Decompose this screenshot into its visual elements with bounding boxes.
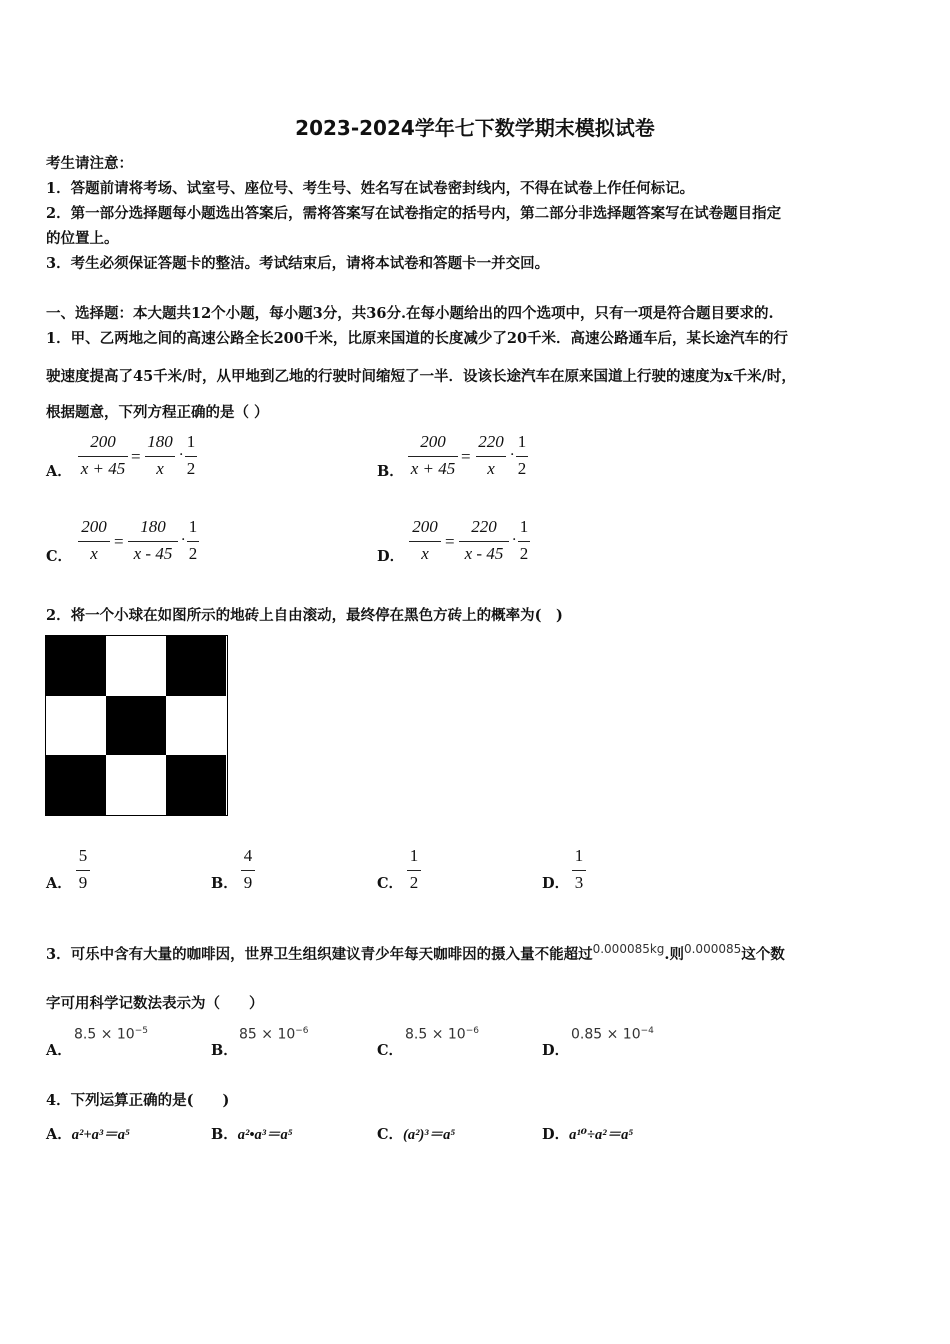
q1-c-dot: · bbox=[181, 532, 186, 548]
q1-text-line-1: 1．甲、乙两地之间的高速公路全长200千米，比原来国道的长度减少了20千米．高速公路通车后，某长途汽车的行 bbox=[46, 330, 789, 347]
q1-a-fraction-1: 200 x + 45 bbox=[78, 432, 128, 482]
tile-r1-c3 bbox=[166, 636, 226, 696]
q2-d-fraction: 1 3 bbox=[572, 846, 586, 896]
q1-d-dot: · bbox=[512, 532, 517, 548]
q1-d-fraction-2: 220 x - 45 bbox=[459, 517, 509, 567]
q1-b-fraction-2: 220 x bbox=[476, 432, 506, 482]
page-title: 2023-2024学年七下数学期末模拟试卷 bbox=[295, 116, 655, 140]
q3-option-b-value: $85 \times 10^{-6}$ bbox=[239, 1026, 309, 1043]
q1-a-fraction-2: 180 x bbox=[145, 432, 175, 482]
q2-text: 2．将一个小球在如图所示的地砖上自由滚动，最终停在黑色方砖上的概率为( ) bbox=[46, 607, 563, 624]
q2-c-fraction: 1 2 bbox=[407, 846, 421, 896]
q4-option-a: A．a²+a³＝a⁵ bbox=[46, 1126, 131, 1143]
q2-a-fraction: 5 9 bbox=[76, 846, 90, 896]
q3-text-line-2: 字可用科学记数法表示为（ ） bbox=[46, 995, 264, 1012]
q3-option-d-value: $0.85 \times 10^{-4}$ bbox=[571, 1026, 654, 1043]
notice-item-3: 3．考生必须保证答题卡的整洁。考试结束后，请将本试卷和答题卡一并交回。 bbox=[46, 255, 550, 272]
q1-option-d-label: D． bbox=[377, 548, 405, 565]
tile-r1-c2 bbox=[106, 636, 166, 696]
q3-option-c-value: $8.5 \times 10^{-6}$ bbox=[405, 1026, 479, 1043]
q3-text-b: .则 bbox=[664, 946, 684, 963]
q4-text: 4．下列运算正确的是( ) bbox=[46, 1092, 230, 1109]
q1-d-equals: = bbox=[445, 532, 455, 551]
tile-r3-c1 bbox=[46, 755, 106, 815]
q3-option-a-label: A． bbox=[46, 1042, 72, 1059]
tile-r2-c1 bbox=[46, 696, 106, 756]
q2-b-fraction: 4 9 bbox=[241, 846, 255, 896]
q1-b-fraction-3: 1 2 bbox=[517, 432, 527, 478]
q1-option-c-label: C． bbox=[46, 548, 73, 565]
q1-option-b-label: B． bbox=[377, 463, 404, 480]
q2-option-d-label: D． bbox=[542, 875, 570, 892]
q1-d-fraction-1: 200 x bbox=[409, 517, 441, 567]
q4-option-d-expr: a¹⁰÷a²＝a⁵ bbox=[569, 1127, 634, 1143]
q1-b-dot: · bbox=[510, 447, 515, 463]
q1-b-fraction-1: 200 x + 45 bbox=[408, 432, 458, 482]
tile-r3-c3 bbox=[166, 755, 226, 815]
q3-value-kg: 0.000085kg bbox=[592, 942, 665, 956]
q1-text-line-2: 驶速度提高了45千米/时，从甲地到乙地的行驶时间缩短了一半．设该长途汽车在原来国道上行驶的速度为x千米/时， bbox=[46, 368, 796, 385]
notice-heading: 考生请注意： bbox=[46, 155, 133, 172]
q3-text-line-1 bbox=[46, 943, 785, 964]
q1-c-fraction-1: 200 x bbox=[78, 517, 110, 567]
section-heading: 一、选择题：本大题共12个小题，每小题3分，共36分.在每小题给出的四个选项中，只有一项是符合题目要求的. bbox=[46, 305, 774, 322]
q3-option-a-value: $8.5 \times 10^{-5}$ bbox=[74, 1026, 148, 1043]
q1-a-dot: · bbox=[179, 447, 184, 463]
q3-option-d-label: D． bbox=[542, 1042, 570, 1059]
tile-r1-c1 bbox=[46, 636, 106, 696]
q4-option-a-expr: a²+a³＝a⁵ bbox=[71, 1127, 131, 1143]
notice-item-2: 2．第一部分选择题每小题选出答案后，需将答案写在试卷指定的括号内，第二部分非选择题答案写在试卷题目指定 bbox=[46, 205, 782, 222]
q1-c-fraction-3: 1 2 bbox=[188, 517, 198, 563]
tile-grid-figure bbox=[45, 635, 228, 816]
q1-a-equals: = bbox=[131, 447, 141, 466]
tile-r3-c2 bbox=[106, 755, 166, 815]
notice-item-1: 1．答题前请将考场、试室号、座位号、考生号、姓名写在试卷密封线内，不得在试卷上作任何标记。 bbox=[46, 180, 695, 197]
q1-option-a-label: A． bbox=[46, 463, 72, 480]
q1-a-fraction-3: 1 2 bbox=[186, 432, 196, 478]
q4-option-d: D．a¹⁰÷a²＝a⁵ bbox=[542, 1126, 634, 1143]
q2-option-a-label: A． bbox=[46, 875, 72, 892]
q4-option-b: B．a²•a³＝a⁵ bbox=[211, 1126, 293, 1143]
q3-option-c-label: C． bbox=[377, 1042, 404, 1059]
q3-option-b-label: B． bbox=[211, 1042, 238, 1059]
tile-r2-c3 bbox=[166, 696, 226, 756]
q1-d-fraction-3: 1 2 bbox=[519, 517, 529, 563]
q2-option-b-label: B． bbox=[211, 875, 238, 892]
q3-text-a: 3．可乐中含有大量的咖啡因，世界卫生组织建议青少年每天咖啡因的摄入量不能超过 bbox=[46, 946, 593, 963]
q4-option-b-expr: a²•a³＝a⁵ bbox=[237, 1127, 293, 1143]
notice-item-2-cont: 的位置上。 bbox=[46, 230, 119, 247]
q1-text-line-3: 根据题意，下列方程正确的是（ ） bbox=[46, 404, 269, 421]
q4-option-c: C．(a²)³＝a⁵ bbox=[377, 1126, 456, 1143]
q1-b-equals: = bbox=[461, 447, 471, 466]
q1-c-fraction-2: 180 x - 45 bbox=[128, 517, 178, 567]
q2-option-c-label: C． bbox=[377, 875, 404, 892]
q1-c-equals: = bbox=[114, 532, 124, 551]
q3-value: 0.000085 bbox=[683, 942, 742, 956]
q3-text-c: 这个数 bbox=[741, 946, 785, 963]
tile-r2-c2 bbox=[106, 696, 166, 756]
q4-option-c-expr: (a²)³＝a⁵ bbox=[403, 1127, 456, 1143]
